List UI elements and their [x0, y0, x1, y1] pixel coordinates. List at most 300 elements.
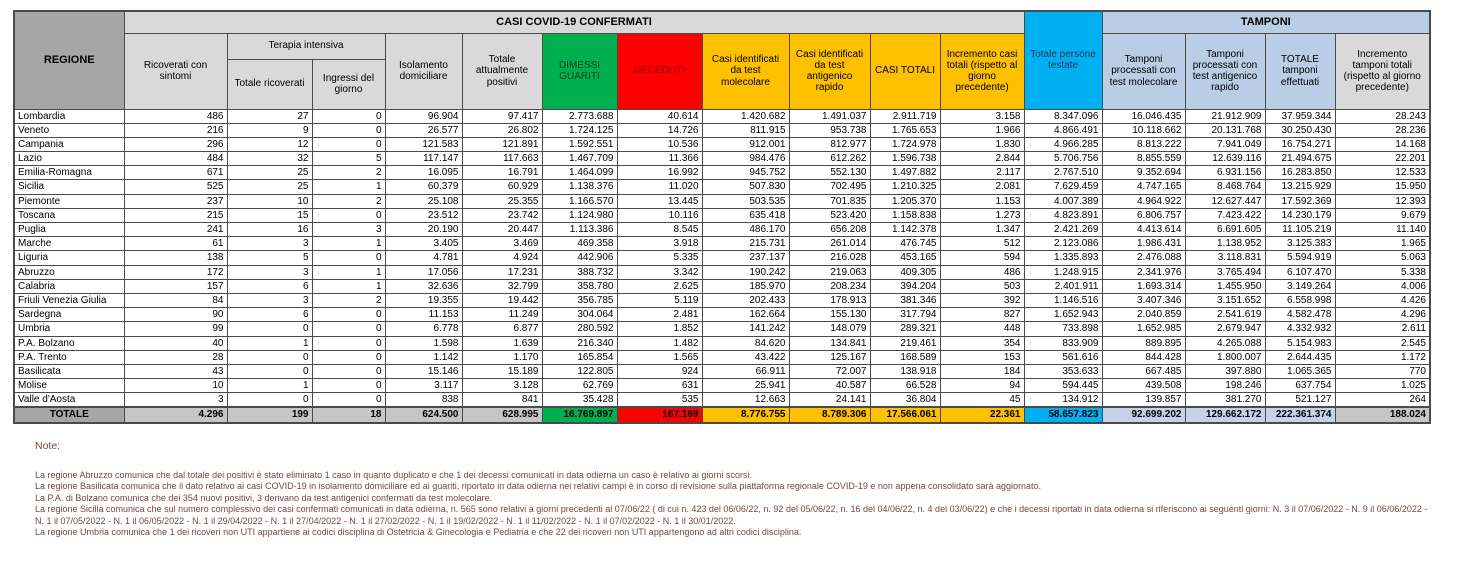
column-header-regione: REGIONE — [14, 11, 124, 109]
value-cell: 1.497.882 — [870, 166, 940, 180]
value-cell: 1.158.838 — [870, 208, 940, 222]
value-cell: 1.966 — [940, 123, 1024, 137]
value-cell: 889.895 — [1102, 336, 1185, 350]
value-cell: 1.248.915 — [1024, 265, 1102, 279]
value-cell: 486 — [124, 109, 227, 123]
value-cell: 198.246 — [1185, 379, 1265, 393]
value-cell: 14.168 — [1335, 137, 1430, 151]
value-cell: 4.781 — [385, 251, 462, 265]
value-cell: 1.724.978 — [870, 137, 940, 151]
region-name: Lombardia — [14, 109, 124, 123]
value-cell: 2.844 — [940, 152, 1024, 166]
value-cell: 5.338 — [1335, 265, 1430, 279]
value-cell: 3.125.383 — [1265, 237, 1335, 251]
value-cell: 155.130 — [789, 308, 870, 322]
value-cell: 10 — [124, 379, 227, 393]
value-cell: 296 — [124, 137, 227, 151]
table-row — [14, 308, 1430, 322]
value-cell: 1.146.516 — [1024, 293, 1102, 307]
value-cell: 25.355 — [462, 194, 542, 208]
value-cell: 5.154.983 — [1265, 336, 1335, 350]
value-cell: 208.234 — [789, 279, 870, 293]
total-row — [14, 407, 1430, 422]
value-cell: 317.794 — [870, 308, 940, 322]
table-row — [14, 208, 1430, 222]
table-row — [14, 137, 1430, 151]
value-cell: 1.335.893 — [1024, 251, 1102, 265]
value-cell: 66.528 — [870, 379, 940, 393]
value-cell: 924 — [617, 364, 702, 378]
value-cell: 984.476 — [702, 152, 789, 166]
value-cell: 72.007 — [789, 364, 870, 378]
value-cell: 503.535 — [702, 194, 789, 208]
total-value-cell: 129.662.172 — [1185, 407, 1265, 422]
value-cell: 11.020 — [617, 180, 702, 194]
value-cell: 2.117 — [940, 166, 1024, 180]
value-cell: 1.166.570 — [542, 194, 617, 208]
region-name: Sardegna — [14, 308, 124, 322]
value-cell: 1.491.037 — [789, 109, 870, 123]
value-cell: 1.153 — [940, 194, 1024, 208]
value-cell: 21.494.675 — [1265, 152, 1335, 166]
value-cell: 512 — [940, 237, 1024, 251]
value-cell: 1.138.376 — [542, 180, 617, 194]
value-cell: 3.407.346 — [1102, 293, 1185, 307]
value-cell: 25.941 — [702, 379, 789, 393]
value-cell: 43 — [124, 364, 227, 378]
value-cell: 3 — [227, 237, 312, 251]
value-cell: 2.644.435 — [1265, 350, 1335, 364]
value-cell: 484 — [124, 152, 227, 166]
value-cell: 1.639 — [462, 336, 542, 350]
value-cell: 6.778 — [385, 322, 462, 336]
value-cell: 17.592.369 — [1265, 194, 1335, 208]
value-cell: 486.170 — [702, 223, 789, 237]
notes-title: Note: — [35, 439, 61, 452]
value-cell: 1.172 — [1335, 350, 1430, 364]
value-cell: 0 — [312, 336, 385, 350]
value-cell: 14.726 — [617, 123, 702, 137]
notes-section — [35, 440, 1463, 539]
value-cell: 14.230.179 — [1265, 208, 1335, 222]
value-cell: 12 — [227, 137, 312, 151]
value-cell: 22.201 — [1335, 152, 1430, 166]
column-header-casi-molecolare: Casi identificati da test molecolare — [702, 33, 789, 109]
covid-regions-table — [13, 10, 1431, 424]
value-cell: 442.906 — [542, 251, 617, 265]
value-cell: 12.639.116 — [1185, 152, 1265, 166]
value-cell: 4.426 — [1335, 293, 1430, 307]
value-cell: 122.805 — [542, 364, 617, 378]
value-cell: 184 — [940, 364, 1024, 378]
value-cell: 121.891 — [462, 137, 542, 151]
value-cell: 5.335 — [617, 251, 702, 265]
table-row — [14, 251, 1430, 265]
value-cell: 552.130 — [789, 166, 870, 180]
value-cell: 945.752 — [702, 166, 789, 180]
value-cell: 9 — [227, 123, 312, 137]
column-header-casi-totali: CASI TOTALI — [870, 33, 940, 109]
value-cell: 439.508 — [1102, 379, 1185, 393]
value-cell: 354 — [940, 336, 1024, 350]
value-cell: 19.442 — [462, 293, 542, 307]
value-cell: 1.565 — [617, 350, 702, 364]
column-header-casi-antigenico: Casi identificati da test antigenico rapido — [789, 33, 870, 109]
region-name: Friuli Venezia Giulia — [14, 293, 124, 307]
value-cell: 162.664 — [702, 308, 789, 322]
note-line: La regione Basilicata comunica che il dato relativo ai casi COVID-19 in isolamento domiciliare ed ai guariti, riportato in data odierna nei relativi campi è in corso di revisione sulla piattaforma regionale COVID-19 e non appena consolidato sarà aggiornato. — [35, 481, 1042, 492]
value-cell: 476.745 — [870, 237, 940, 251]
value-cell: 3.117 — [385, 379, 462, 393]
value-cell: 66.911 — [702, 364, 789, 378]
value-cell: 16.992 — [617, 166, 702, 180]
value-cell: 7.629.459 — [1024, 180, 1102, 194]
value-cell: 4.582.478 — [1265, 308, 1335, 322]
region-name: Emilia-Romagna — [14, 166, 124, 180]
value-cell: 4.966.285 — [1024, 137, 1102, 151]
region-name: Lazio — [14, 152, 124, 166]
value-cell: 237.137 — [702, 251, 789, 265]
value-cell: 2.081 — [940, 180, 1024, 194]
value-cell: 15.950 — [1335, 180, 1430, 194]
value-cell: 1.347 — [940, 223, 1024, 237]
region-name: Campania — [14, 137, 124, 151]
value-cell: 4.007.389 — [1024, 194, 1102, 208]
table-row — [14, 123, 1430, 137]
value-cell: 2.401.911 — [1024, 279, 1102, 293]
value-cell: 62.769 — [542, 379, 617, 393]
value-cell: 280.592 — [542, 322, 617, 336]
value-cell: 1.598 — [385, 336, 462, 350]
value-cell: 15.146 — [385, 364, 462, 378]
value-cell: 32 — [227, 152, 312, 166]
column-header-incremento-casi: Incremento casi totali (rispetto al giorno precedente) — [940, 33, 1024, 109]
value-cell: 10.536 — [617, 137, 702, 151]
table-row — [14, 393, 1430, 408]
value-cell: 1.482 — [617, 336, 702, 350]
value-cell: 1.693.314 — [1102, 279, 1185, 293]
value-cell: 5.119 — [617, 293, 702, 307]
value-cell: 8.813.222 — [1102, 137, 1185, 151]
value-cell: 3.918 — [617, 237, 702, 251]
table-row — [14, 180, 1430, 194]
value-cell: 219.063 — [789, 265, 870, 279]
value-cell: 6.107.470 — [1265, 265, 1335, 279]
value-cell: 1 — [312, 180, 385, 194]
value-cell: 5.063 — [1335, 251, 1430, 265]
group-header-terapia-intensiva: Terapia intensiva — [227, 33, 385, 59]
value-cell: 25 — [227, 180, 312, 194]
value-cell: 12.393 — [1335, 194, 1430, 208]
value-cell: 28 — [124, 350, 227, 364]
value-cell: 381.270 — [1185, 393, 1265, 408]
value-cell: 0 — [312, 308, 385, 322]
table-row — [14, 152, 1430, 166]
value-cell: 1.800.007 — [1185, 350, 1265, 364]
value-cell: 1.724.125 — [542, 123, 617, 137]
region-name: Marche — [14, 237, 124, 251]
value-cell: 8.855.559 — [1102, 152, 1185, 166]
value-cell: 2.123.086 — [1024, 237, 1102, 251]
value-cell: 121.583 — [385, 137, 462, 151]
value-cell: 202.433 — [702, 293, 789, 307]
notes-lines — [35, 470, 1463, 539]
value-cell: 216 — [124, 123, 227, 137]
value-cell: 3.118.831 — [1185, 251, 1265, 265]
total-label: TOTALE — [14, 407, 124, 422]
value-cell: 1 — [227, 379, 312, 393]
value-cell: 10.116 — [617, 208, 702, 222]
value-cell: 397.880 — [1185, 364, 1265, 378]
value-cell: 237 — [124, 194, 227, 208]
value-cell: 701.835 — [789, 194, 870, 208]
column-header-isolamento: Isolamento domiciliare — [385, 33, 462, 109]
value-cell: 32.799 — [462, 279, 542, 293]
value-cell: 0 — [312, 393, 385, 408]
value-cell: 117.663 — [462, 152, 542, 166]
value-cell: 2 — [312, 293, 385, 307]
value-cell: 15.189 — [462, 364, 542, 378]
total-value-cell: 16.769.897 — [542, 407, 617, 422]
value-cell: 503 — [940, 279, 1024, 293]
column-header-dimessi-guariti: DIMESSI GUARITI — [542, 33, 617, 109]
total-value-cell: 22.361 — [940, 407, 1024, 422]
value-cell: 23.742 — [462, 208, 542, 222]
value-cell: 525 — [124, 180, 227, 194]
banner-casi-confermati: CASI COVID-19 CONFERMATI — [124, 11, 1024, 33]
value-cell: 25 — [227, 166, 312, 180]
value-cell: 23.512 — [385, 208, 462, 222]
value-cell: 2 — [312, 194, 385, 208]
value-cell: 4.413.614 — [1102, 223, 1185, 237]
value-cell: 215.731 — [702, 237, 789, 251]
value-cell: 381.346 — [870, 293, 940, 307]
value-cell: 99 — [124, 322, 227, 336]
value-cell: 304.064 — [542, 308, 617, 322]
table-row — [14, 237, 1430, 251]
value-cell: 134.912 — [1024, 393, 1102, 408]
total-value-cell: 92.699.202 — [1102, 407, 1185, 422]
value-cell: 3.149.264 — [1265, 279, 1335, 293]
table-row — [14, 293, 1430, 307]
region-name: Veneto — [14, 123, 124, 137]
value-cell: 3.342 — [617, 265, 702, 279]
value-cell: 35.428 — [542, 393, 617, 408]
value-cell: 448 — [940, 322, 1024, 336]
value-cell: 12.627.447 — [1185, 194, 1265, 208]
column-header-ti-ingressi: Ingressi del giorno — [312, 59, 385, 109]
value-cell: 216.340 — [542, 336, 617, 350]
value-cell: 1.852 — [617, 322, 702, 336]
value-cell: 2.476.088 — [1102, 251, 1185, 265]
value-cell: 9.679 — [1335, 208, 1430, 222]
value-cell: 241 — [124, 223, 227, 237]
region-name: Abruzzo — [14, 265, 124, 279]
value-cell: 11.153 — [385, 308, 462, 322]
value-cell: 1.830 — [940, 137, 1024, 151]
value-cell: 12.663 — [702, 393, 789, 408]
value-cell: 5 — [312, 152, 385, 166]
value-cell: 219.461 — [870, 336, 940, 350]
value-cell: 2 — [312, 166, 385, 180]
value-cell: 0 — [227, 393, 312, 408]
value-cell: 523.420 — [789, 208, 870, 222]
column-header-ti-totale: Totale ricoverati — [227, 59, 312, 109]
table-row — [14, 109, 1430, 123]
value-cell: 469.358 — [542, 237, 617, 251]
value-cell: 5.706.756 — [1024, 152, 1102, 166]
total-value-cell: 8.776.755 — [702, 407, 789, 422]
value-cell: 16.754.271 — [1265, 137, 1335, 151]
value-cell: 671 — [124, 166, 227, 180]
value-cell: 453.165 — [870, 251, 940, 265]
value-cell: 1 — [227, 336, 312, 350]
value-cell: 5.594.919 — [1265, 251, 1335, 265]
value-cell: 11.140 — [1335, 223, 1430, 237]
value-cell: 36.804 — [870, 393, 940, 408]
value-cell: 153 — [940, 350, 1024, 364]
table-body — [14, 109, 1430, 423]
value-cell: 10.118.662 — [1102, 123, 1185, 137]
value-cell: 16.791 — [462, 166, 542, 180]
value-cell: 507.830 — [702, 180, 789, 194]
value-cell: 392 — [940, 293, 1024, 307]
value-cell: 96.904 — [385, 109, 462, 123]
total-value-cell: 188.024 — [1335, 407, 1430, 422]
table-row — [14, 194, 1430, 208]
value-cell: 844.428 — [1102, 350, 1185, 364]
table-row — [14, 322, 1430, 336]
value-cell: 409.305 — [870, 265, 940, 279]
value-cell: 138.918 — [870, 364, 940, 378]
value-cell: 264 — [1335, 393, 1430, 408]
total-value-cell: 4.296 — [124, 407, 227, 422]
value-cell: 19.355 — [385, 293, 462, 307]
value-cell: 61 — [124, 237, 227, 251]
value-cell: 827 — [940, 308, 1024, 322]
value-cell: 0 — [227, 322, 312, 336]
value-cell: 4.823.891 — [1024, 208, 1102, 222]
value-cell: 521.127 — [1265, 393, 1335, 408]
value-cell: 2.773.688 — [542, 109, 617, 123]
total-value-cell: 222.361.374 — [1265, 407, 1335, 422]
value-cell: 289.321 — [870, 322, 940, 336]
value-cell: 8.545 — [617, 223, 702, 237]
value-cell: 15 — [227, 208, 312, 222]
value-cell: 141.242 — [702, 322, 789, 336]
value-cell: 13.445 — [617, 194, 702, 208]
value-cell: 8.468.764 — [1185, 180, 1265, 194]
value-cell: 20.190 — [385, 223, 462, 237]
value-cell: 6 — [227, 308, 312, 322]
value-cell: 811.915 — [702, 123, 789, 137]
region-name: Calabria — [14, 279, 124, 293]
value-cell: 1.986.431 — [1102, 237, 1185, 251]
value-cell: 1.210.325 — [870, 180, 940, 194]
value-cell: 0 — [312, 322, 385, 336]
value-cell: 2.679.947 — [1185, 322, 1265, 336]
value-cell: 27 — [227, 109, 312, 123]
value-cell: 1.652.943 — [1024, 308, 1102, 322]
value-cell: 3 — [227, 293, 312, 307]
value-cell: 0 — [312, 109, 385, 123]
value-cell: 215 — [124, 208, 227, 222]
value-cell: 6.877 — [462, 322, 542, 336]
table-row — [14, 350, 1430, 364]
column-header-attualmente-positivi: Totale attualmente positivi — [462, 33, 542, 109]
value-cell: 3.765.494 — [1185, 265, 1265, 279]
column-header-deceduti: DECEDUTI — [617, 33, 702, 109]
value-cell: 1.765.653 — [870, 123, 940, 137]
total-value-cell: 167.169 — [617, 407, 702, 422]
value-cell: 90 — [124, 308, 227, 322]
value-cell: 4.866.491 — [1024, 123, 1102, 137]
value-cell: 1.455.950 — [1185, 279, 1265, 293]
value-cell: 148.079 — [789, 322, 870, 336]
region-name: Puglia — [14, 223, 124, 237]
value-cell: 6 — [227, 279, 312, 293]
value-cell: 12.533 — [1335, 166, 1430, 180]
region-name: Umbria — [14, 322, 124, 336]
table-row — [14, 336, 1430, 350]
value-cell: 0 — [312, 350, 385, 364]
total-value-cell: 628.995 — [462, 407, 542, 422]
value-cell: 10 — [227, 194, 312, 208]
region-name: P.A. Trento — [14, 350, 124, 364]
value-cell: 37.959.344 — [1265, 109, 1335, 123]
table-row — [14, 166, 1430, 180]
value-cell: 2.611 — [1335, 322, 1430, 336]
value-cell: 97.417 — [462, 109, 542, 123]
value-cell: 770 — [1335, 364, 1430, 378]
value-cell: 656.208 — [789, 223, 870, 237]
value-cell: 561.616 — [1024, 350, 1102, 364]
value-cell: 3.469 — [462, 237, 542, 251]
value-cell: 138 — [124, 251, 227, 265]
value-cell: 60.929 — [462, 180, 542, 194]
value-cell: 30.250.430 — [1265, 123, 1335, 137]
value-cell: 0 — [312, 208, 385, 222]
value-cell: 1.138.952 — [1185, 237, 1265, 251]
value-cell: 5 — [227, 251, 312, 265]
region-name: Basilicata — [14, 364, 124, 378]
region-name: Molise — [14, 379, 124, 393]
value-cell: 190.242 — [702, 265, 789, 279]
value-cell: 21.912.909 — [1185, 109, 1265, 123]
value-cell: 353.633 — [1024, 364, 1102, 378]
value-cell: 733.898 — [1024, 322, 1102, 336]
column-header-tamponi-molecolare: Tamponi processati con test molecolare — [1102, 33, 1185, 109]
value-cell: 0 — [312, 364, 385, 378]
value-cell: 94 — [940, 379, 1024, 393]
value-cell: 16.046.435 — [1102, 109, 1185, 123]
value-cell: 2.421.269 — [1024, 223, 1102, 237]
value-cell: 11.366 — [617, 152, 702, 166]
value-cell: 8.347.096 — [1024, 109, 1102, 123]
value-cell: 4.296 — [1335, 308, 1430, 322]
table-row — [14, 265, 1430, 279]
value-cell: 178.913 — [789, 293, 870, 307]
value-cell: 0 — [312, 379, 385, 393]
value-cell: 0 — [312, 123, 385, 137]
column-header-tamponi-antigenico: Tamponi processati con test antigenico rapido — [1185, 33, 1265, 109]
value-cell: 358.780 — [542, 279, 617, 293]
value-cell: 637.754 — [1265, 379, 1335, 393]
table-row — [14, 379, 1430, 393]
value-cell: 2.767.510 — [1024, 166, 1102, 180]
value-cell: 16.283.850 — [1265, 166, 1335, 180]
total-value-cell: 624.500 — [385, 407, 462, 422]
